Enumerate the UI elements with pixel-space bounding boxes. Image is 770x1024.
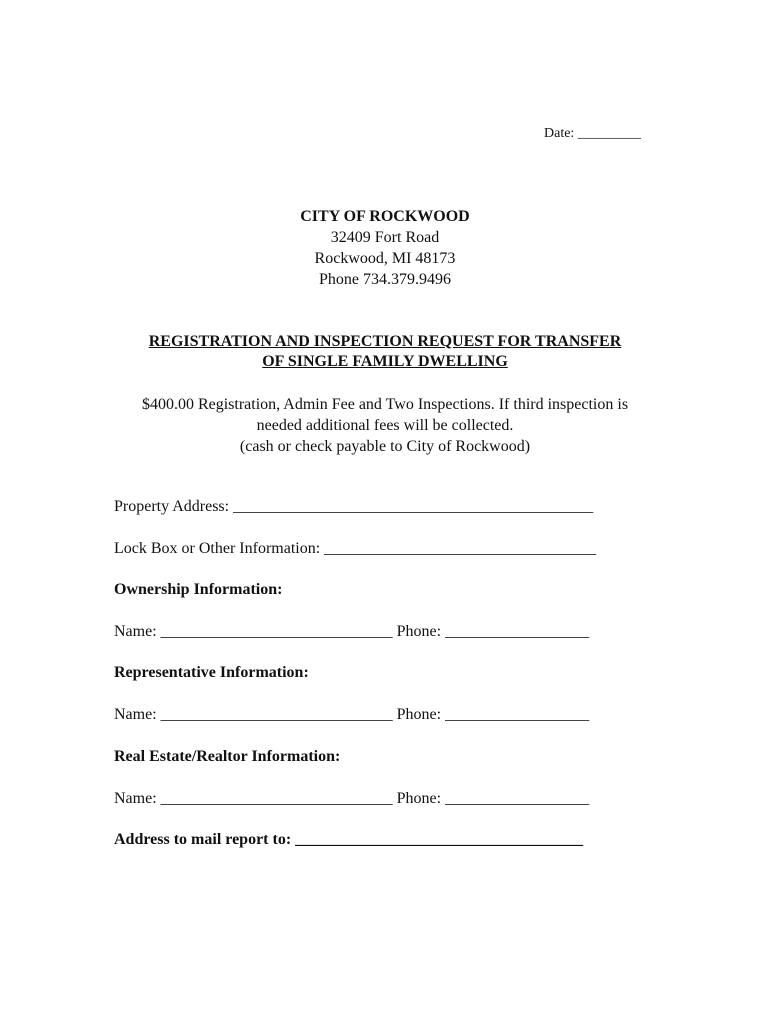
representative-phone-label: Phone: — [396, 706, 442, 723]
form-title — [0, 332, 770, 372]
fee-notice — [0, 394, 770, 457]
date-blank[interactable]: _________ — [577, 126, 641, 141]
representative-name-label: Name: — [114, 706, 157, 723]
date-field[interactable] — [544, 126, 641, 142]
realtor-phone-blank[interactable]: __________________ — [445, 790, 590, 807]
realtor-name-blank[interactable]: _____________________________ — [160, 790, 393, 807]
phone-number: Phone 734.379.9496 — [319, 271, 451, 288]
lock-box-blank[interactable]: __________________________________ — [324, 540, 597, 557]
ownership-heading: Ownership Information: — [114, 581, 283, 598]
representative-phone-blank[interactable]: __________________ — [445, 706, 590, 723]
realtor-name-row[interactable] — [114, 790, 589, 808]
ownership-phone-blank[interactable]: __________________ — [445, 623, 590, 640]
representative-heading: Representative Information: — [114, 664, 309, 681]
property-address-blank[interactable]: _____________________________________________ — [233, 498, 594, 515]
lock-box-field[interactable] — [114, 540, 596, 558]
ownership-name-row[interactable] — [114, 623, 589, 641]
ownership-phone-label: Phone: — [396, 623, 442, 640]
property-address-field[interactable] — [114, 498, 593, 516]
fee-notice-line-1: $400.00 Registration, Admin Fee and Two Inspections. If third inspection is — [141, 396, 629, 413]
property-address-label: Property Address: — [114, 498, 230, 515]
date-label: Date: — [544, 126, 575, 141]
form-title-line-2: OF SINGLE FAMILY DWELLING — [262, 353, 508, 370]
realtor-phone-label: Phone: — [396, 790, 442, 807]
mail-address-blank[interactable]: ____________________________________ — [295, 831, 584, 848]
city-name: CITY OF ROCKWOOD — [300, 208, 470, 225]
fee-notice-line-2: needed additional fees will be collected. — [256, 417, 514, 434]
form-title-line-1: REGISTRATION AND INSPECTION REQUEST FOR TRANSFER — [148, 333, 622, 350]
street-address: 32409 Fort Road — [330, 229, 440, 246]
city-state-zip: Rockwood, MI 48173 — [314, 250, 456, 267]
representative-name-row[interactable] — [114, 706, 589, 724]
lock-box-label: Lock Box or Other Information: — [114, 540, 321, 557]
representative-name-blank[interactable]: _____________________________ — [160, 706, 393, 723]
realtor-name-label: Name: — [114, 790, 157, 807]
mail-address-label: Address to mail report to: — [114, 831, 292, 848]
letterhead — [0, 206, 770, 290]
fee-notice-line-3: (cash or check payable to City of Rockwood) — [239, 438, 531, 455]
ownership-name-blank[interactable]: _____________________________ — [160, 623, 393, 640]
mail-address-field[interactable] — [114, 831, 583, 849]
realtor-heading: Real Estate/Realtor Information: — [114, 748, 341, 765]
ownership-name-label: Name: — [114, 623, 157, 640]
